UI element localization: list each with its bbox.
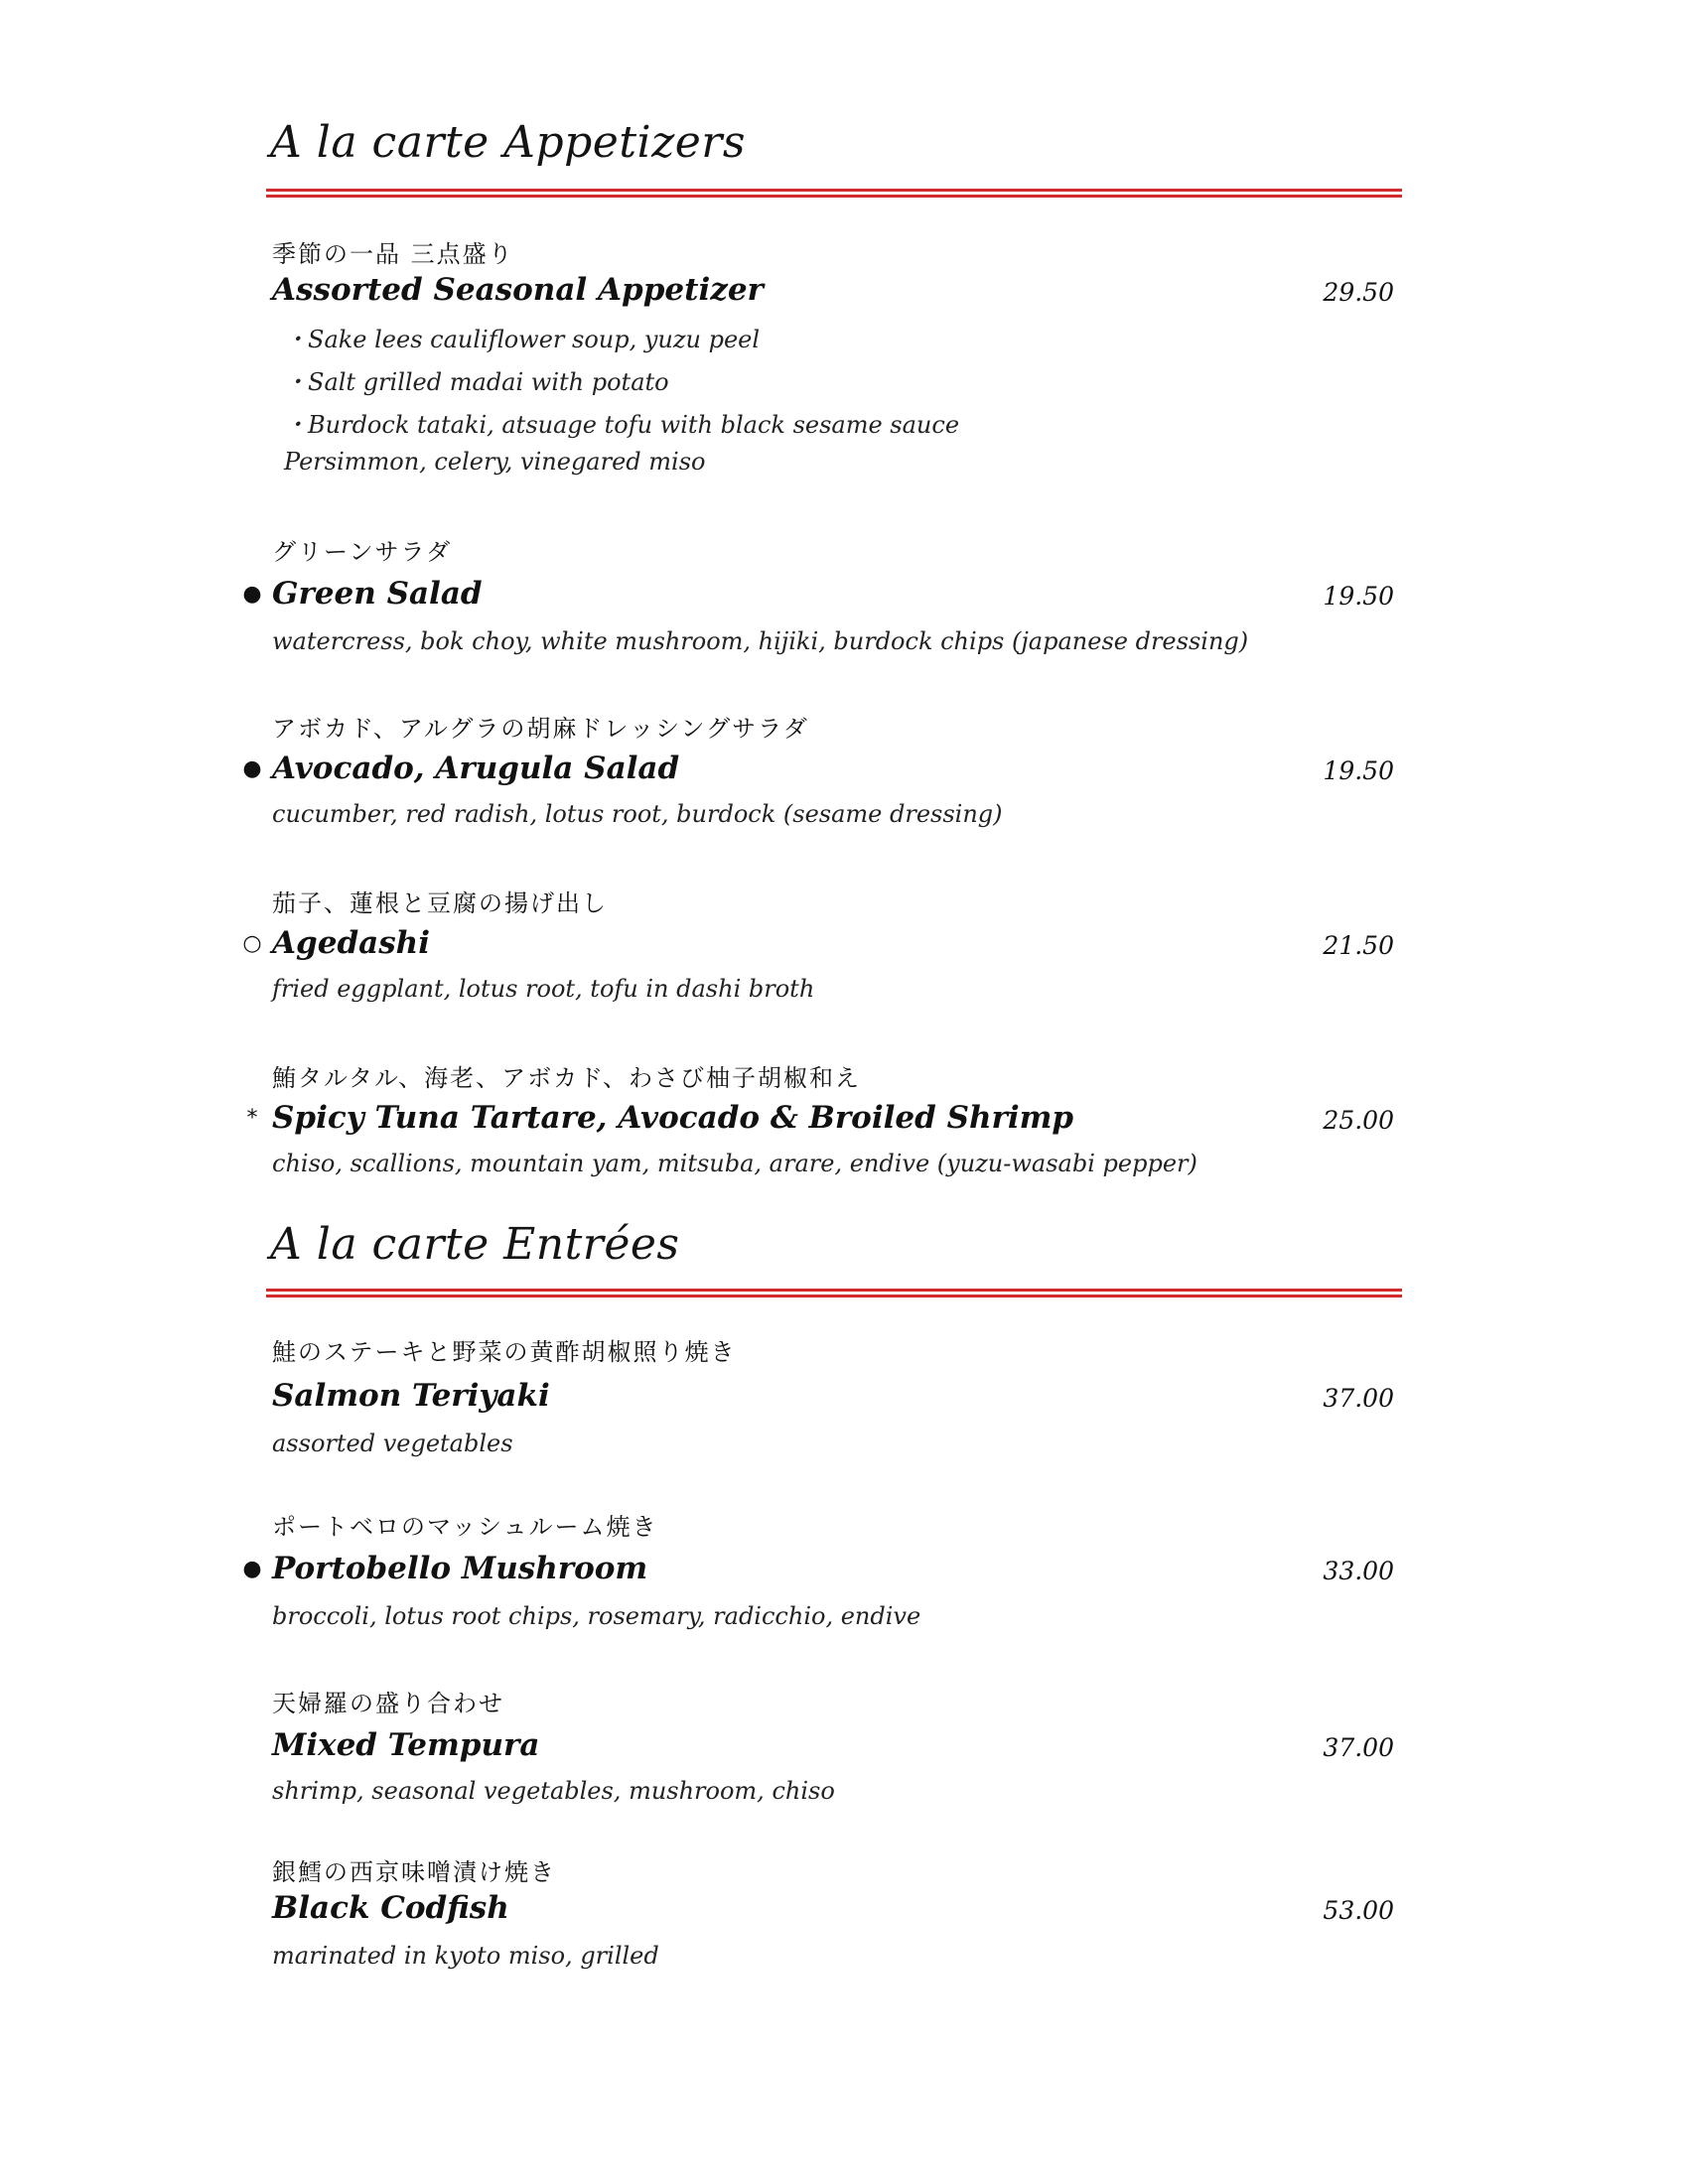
item-price: 37.00 — [1323, 1384, 1394, 1413]
item-description: fried eggplant, lotus root, tofu in dashi broth — [272, 975, 815, 1003]
item-description: shrimp, seasonal vegetables, mushroom, chiso — [272, 1777, 835, 1805]
appetizers-divider — [266, 189, 1402, 198]
item-price: 21.50 — [1323, 931, 1394, 960]
open-circle-icon: ○ — [242, 931, 262, 956]
item-subline: Persimmon, celery, vinegared miso — [284, 448, 706, 476]
item-jp-name: 天婦羅の盛り合わせ — [272, 1690, 504, 1717]
item-name: Agedashi — [272, 925, 430, 961]
item-price: 37.00 — [1323, 1733, 1394, 1762]
appetizers-title: A la carte Appetizers — [270, 117, 746, 168]
item-price: 19.50 — [1323, 756, 1394, 785]
item-jp-name: 季節の一品 三点盛り — [272, 240, 514, 268]
item-subline: ・Sake lees cauliflower soup, yuzu peel — [284, 326, 761, 353]
item-name: Avocado, Arugula Salad — [272, 751, 680, 786]
item-subline: ・Salt grilled madai with potato — [284, 368, 669, 396]
item-jp-name: アボカド、アルグラの胡麻ドレッシングサラダ — [272, 715, 809, 743]
item-jp-name: グリーンサラダ — [272, 538, 453, 566]
item-description: watercress, bok choy, white mushroom, hijiki, burdock chips (japanese dressing) — [272, 627, 1249, 655]
item-name: Mixed Tempura — [272, 1727, 540, 1763]
item-description: assorted vegetables — [272, 1430, 513, 1457]
entrees-title: A la carte Entrées — [270, 1219, 680, 1270]
item-description: broccoli, lotus root chips, rosemary, radicchio, endive — [272, 1602, 921, 1630]
item-price: 33.00 — [1323, 1557, 1394, 1585]
vegetarian-bullet-icon: ● — [242, 582, 262, 607]
item-description: cucumber, red radish, lotus root, burdock (sesame dressing) — [272, 800, 1003, 828]
item-jp-name: 鮪タルタル、海老、アボカド、わさび柚子胡椒和え — [272, 1064, 861, 1092]
item-price: 29.50 — [1323, 278, 1394, 307]
item-name: Spicy Tuna Tartare, Avocado & Broiled Shrimp — [272, 1100, 1074, 1136]
item-jp-name: 銀鱈の西京味噌漬け焼き — [272, 1858, 556, 1886]
item-jp-name: 鮭のステーキと野菜の黄酢胡椒照り焼き — [272, 1338, 737, 1366]
item-subline: ・Burdock tataki, atsuage tofu with black sesame sauce — [284, 411, 960, 439]
vegetarian-bullet-icon: ● — [242, 1557, 262, 1581]
item-price: 53.00 — [1323, 1896, 1394, 1925]
item-name: Black Codfish — [272, 1890, 509, 1926]
item-price: 19.50 — [1323, 582, 1394, 611]
item-price: 25.00 — [1323, 1106, 1394, 1135]
item-name: Green Salad — [272, 576, 483, 612]
vegetarian-bullet-icon: ● — [242, 756, 262, 781]
item-jp-name: ポートベロのマッシュルーム焼き — [272, 1513, 658, 1541]
item-name: Portobello Mushroom — [272, 1551, 648, 1586]
asterisk-icon: * — [246, 1106, 258, 1131]
item-description: marinated in kyoto miso, grilled — [272, 1942, 659, 1970]
item-name: Salmon Teriyaki — [272, 1378, 550, 1414]
item-jp-name: 茄子、蓮根と豆腐の揚げ出し — [272, 889, 608, 917]
entrees-divider — [266, 1289, 1402, 1297]
item-description: chiso, scallions, mountain yam, mitsuba, arare, endive (yuzu-wasabi pepper) — [272, 1150, 1197, 1177]
item-name: Assorted Seasonal Appetizer — [272, 272, 764, 308]
